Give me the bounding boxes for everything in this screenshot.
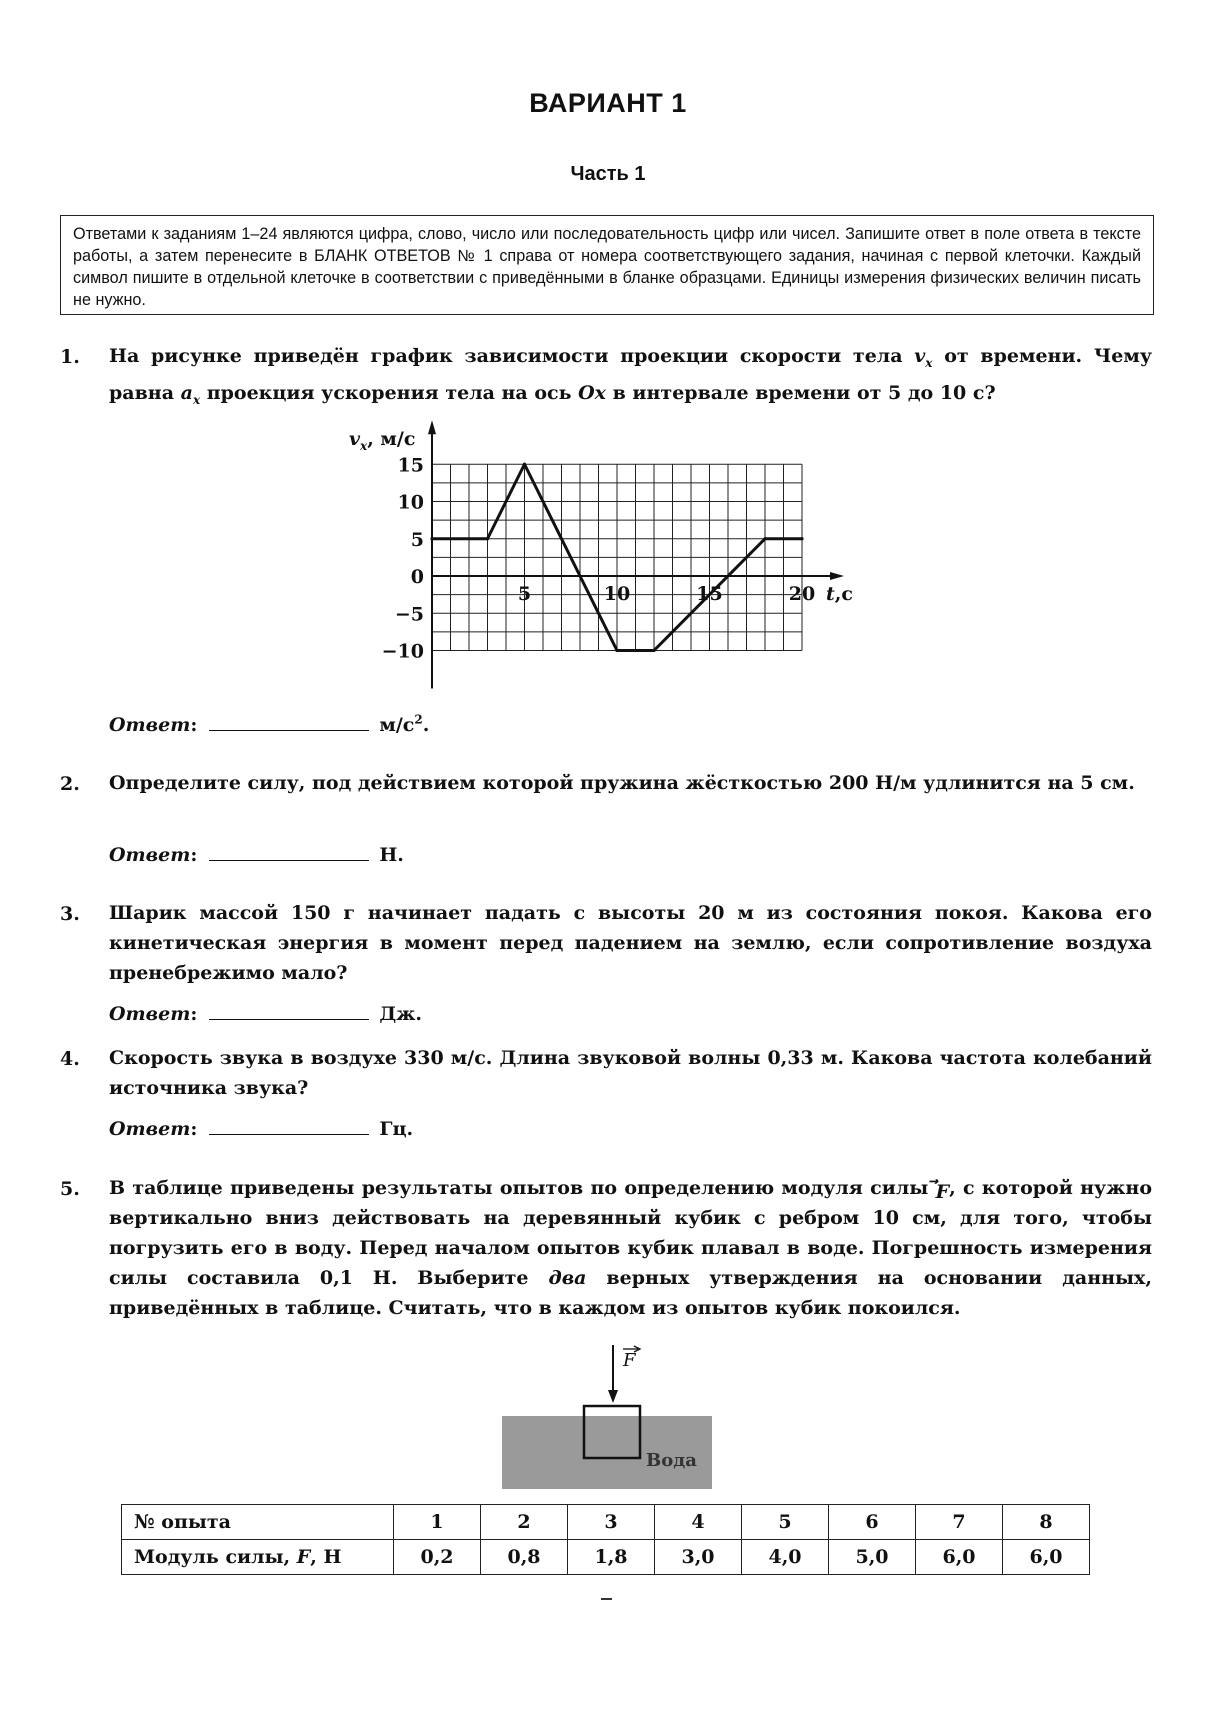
y-axis-label: $v_x$, м/с <box>349 428 416 453</box>
table-row <box>122 1540 1090 1575</box>
table-row <box>122 1505 1090 1540</box>
y-tick-label: −5 <box>394 603 424 626</box>
x-tick-label: 20 <box>788 583 816 605</box>
task-number: 4. <box>60 1048 80 1070</box>
data-point <box>430 537 433 540</box>
table-cell: 3 <box>568 1505 655 1540</box>
table-cell: 5 <box>742 1505 829 1540</box>
x-axis-arrow <box>830 572 844 580</box>
x-tick-label: 15 <box>696 583 723 605</box>
y-tick-label: 0 <box>410 566 424 588</box>
table-cell: 4,0 <box>742 1540 829 1575</box>
answer-line-3: Ответ: Дж. <box>109 1003 423 1025</box>
part-heading: Часть 1 <box>570 163 646 185</box>
y-tick-label: 10 <box>397 491 424 514</box>
task-number: 3. <box>60 903 80 925</box>
table-cell: 1 <box>394 1505 481 1540</box>
table-cell: 7 <box>916 1505 1003 1540</box>
force-arrow-head <box>608 1390 618 1403</box>
task-number: 2. <box>60 773 80 795</box>
data-point <box>615 649 618 652</box>
water-label: Вода <box>646 1450 697 1471</box>
y-tick-label: 5 <box>410 528 424 551</box>
y-axis-arrow <box>428 420 436 434</box>
data-point <box>486 537 489 540</box>
table-cell: 4 <box>655 1505 742 1540</box>
force-vector-symbol: F <box>935 1181 950 1203</box>
x-tick-label: 5 <box>517 583 532 605</box>
data-point <box>800 537 803 540</box>
page-mark <box>601 1598 612 1600</box>
cube-in-water-figure <box>490 1340 720 1490</box>
table-header-cell: Модуль силы, F, Н <box>122 1540 394 1575</box>
table-cell: 8 <box>1003 1505 1090 1540</box>
answer-line-4: Ответ: Гц. <box>109 1118 414 1140</box>
results-table <box>121 1504 1090 1575</box>
table-cell: 0,2 <box>394 1540 481 1575</box>
task-text: Скорость звука в воздухе 330 м/с. Длина звуковой волны 0,33 м. Какова частота колебаний источника звука? <box>109 1047 1152 1099</box>
table-cell: 6,0 <box>916 1540 1003 1575</box>
data-point <box>523 463 526 466</box>
data-point <box>763 537 766 540</box>
table-cell: 6 <box>829 1505 916 1540</box>
x-axis-label: t,с <box>826 583 853 605</box>
answer-blank[interactable] <box>209 1001 369 1020</box>
y-tick-label: −10 <box>381 640 424 663</box>
answer-line-2: Ответ: Н. <box>109 844 404 866</box>
table-cell: 1,8 <box>568 1540 655 1575</box>
y-tick-label: 15 <box>397 454 424 477</box>
instructions-box: Ответами к заданиям 1–24 являются цифра, слово, число или последовательность цифр или чисел. Запишите ответ в поле ответа в тексте работы, а затем перенесите в БЛАНК ОТВЕТОВ № 1 справа от номера соответствующего задания, начиная с первой клеточки. Каждый символ пишите в отдельной клеточке в соответствии с приведёнными в бланке образцами. Единицы измерения физических величин писать не нужно. <box>60 215 1154 315</box>
task-number: 1. <box>60 346 80 368</box>
velocity-time-chart <box>330 420 870 695</box>
table-cell: 0,8 <box>481 1540 568 1575</box>
table-cell: 2 <box>481 1505 568 1540</box>
force-label: F <box>623 1350 636 1371</box>
task-number: 5. <box>60 1178 80 1200</box>
answer-blank[interactable] <box>209 712 369 731</box>
task-text: В таблице приведены результаты опытов по определению модуля силы F , с которой нужно вертикально вниз действовать на деревянный кубик с ребром 10 см, для того, чтобы погрузить его в воду. Перед началом опытов кубик плавал в воде. Погрешность измерения силы составила 0,1 Н. Выберите два верных утверждения на основании данных, приведённых в таблице. Считать, что в каждом из опытов кубик покоился. <box>109 1177 1152 1319</box>
task-text: Шарик массой 150 г начинает падать с высоты 20 м из состояния покоя. Какова его кинетическая энергия в момент перед падением на землю, если сопротивление воздуха пренебрежимо мало? <box>109 902 1152 984</box>
table-cell: 5,0 <box>829 1540 916 1575</box>
table-cell: 6,0 <box>1003 1540 1090 1575</box>
task-text: На рисунке приведён график зависимости проекции скорости тела $v_x$ от времени. Чему равна $a_x$ проекция ускорения тела на ось Ox в интервале времени от 5 до 10 с? <box>109 345 1152 407</box>
table-header-cell: № опыта <box>122 1505 394 1540</box>
table-cell: 3,0 <box>655 1540 742 1575</box>
answer-blank[interactable] <box>209 842 369 861</box>
data-point <box>652 649 655 652</box>
answer-line-1: Ответ: $м/с^2$. <box>109 712 430 736</box>
x-tick-label: 10 <box>603 583 631 605</box>
page-title: ВАРИАНТ 1 <box>529 88 687 118</box>
task-text: Определите силу, под действием которой пружина жёсткостью 200 Н/м удлинится на 5 см. <box>109 772 1135 794</box>
answer-blank[interactable] <box>209 1116 369 1135</box>
